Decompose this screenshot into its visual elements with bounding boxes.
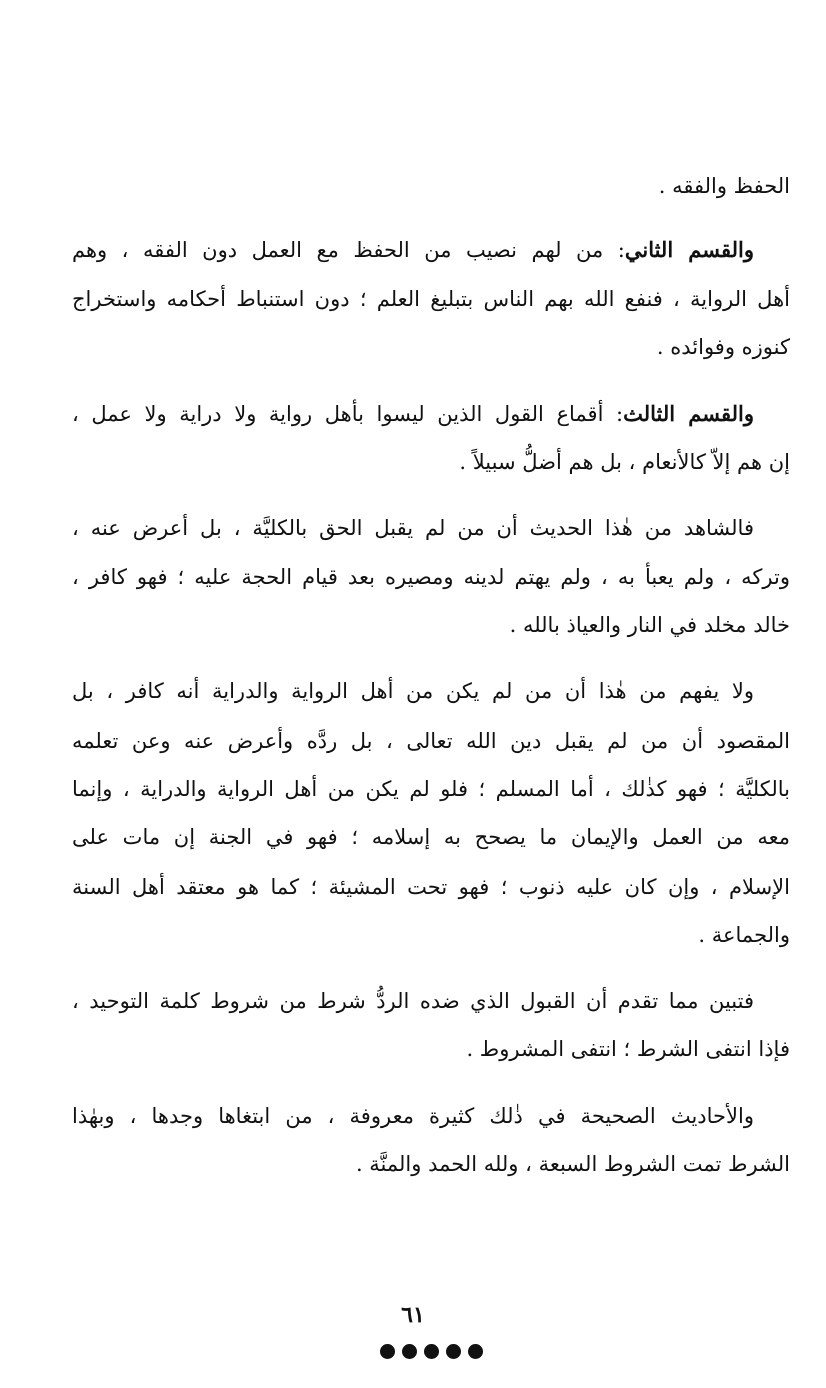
page-number: ٦١ (401, 1302, 425, 1328)
line-text: فإذا انتفى الشرط ؛ انتفى المشروط . (466, 1037, 790, 1061)
line-text: الإسلام ، وإن كان عليه ذنوب ؛ فهو تحت المشيئة ؛ كما هو معتقد أهل السنة (72, 875, 790, 899)
section-heading: والقسم الثالث (623, 401, 754, 426)
text-line (72, 1021, 790, 1077)
line-text: فالشاهد من هٰذا الحديث أن من لم يقبل الحق بالكليَّة ، بل أعرض عنه ، (72, 516, 754, 540)
section-heading: والقسم الثاني (624, 237, 754, 262)
line-text: والجماعة . (698, 923, 790, 947)
line-text: خالد مخلد في النار والعياذ بالله . (509, 613, 790, 637)
ornament-dot (424, 1344, 439, 1359)
line-text: المقصود أن من لم يقبل دين الله تعالى ، بل ردَّه وأعرض عنه وعن تعلمه (72, 729, 790, 753)
line-text: الشرط تمت الشروط السبعة ، ولله الحمد والمنَّة . (355, 1152, 790, 1176)
line-text: إن هم إلاّ كالأنعام ، بل هم أضلُّ سبيلاً . (459, 450, 790, 474)
line-text: أهل الرواية ، فنفع الله بهم الناس بتبليغ العلم ؛ دون استنباط أحكامه واستخراج (72, 287, 790, 311)
ornament-dot (446, 1344, 461, 1359)
line-text: : من لهم نصيب من الحفظ مع العمل دون الفقه ، وهم (72, 238, 625, 262)
text-line (72, 500, 790, 556)
line-text: وتركه ، ولم يعبأ به ، ولم يهتم لدينه ومصيره بعد قيام الحجة عليه ؛ فهو كافر ، (72, 565, 790, 589)
line-text: ولا يفهم من هٰذا أن من لم يكن من أهل الرواية والدراية أنه كافر ، بل (72, 679, 754, 703)
text-line (72, 319, 790, 375)
text-line (72, 663, 790, 719)
section-divider-dots (72, 1344, 790, 1374)
ornament-dot (380, 1344, 395, 1359)
line-text: بالكليَّة ؛ فهو كذٰلك ، أما المسلم ؛ فلو لم يكن من أهل الرواية والدراية ، وإنما (72, 777, 790, 801)
book-page (72, 158, 790, 1388)
line-text: معه من العمل والإيمان ما يصحح به إسلامه ؛ فهو في الجنة إن مات على (72, 825, 790, 849)
text-line (72, 434, 790, 490)
text-line (72, 597, 790, 653)
text-line (72, 809, 790, 865)
text-line (72, 1136, 790, 1192)
text-line (72, 158, 790, 214)
ornament-dot (402, 1344, 417, 1359)
ornament-dot (468, 1344, 483, 1359)
text-line (72, 907, 790, 963)
line-text: : أقماع القول الذين ليسوا بأهل رواية ولا دراية ولا عمل ، (72, 402, 624, 426)
line-text: الحفظ والفقه . (658, 174, 790, 198)
line-text: كنوزه وفوائده . (656, 335, 790, 359)
line-text: فتبين مما تقدم أن القبول الذي ضده الردُّ شرط من شروط كلمة التوحيد ، (72, 989, 754, 1013)
text-line (72, 222, 790, 278)
line-text: والأحاديث الصحيحة في ذٰلك كثيرة معروفة ، من ابتغاها وجدها ، وبهٰذا (72, 1104, 754, 1128)
